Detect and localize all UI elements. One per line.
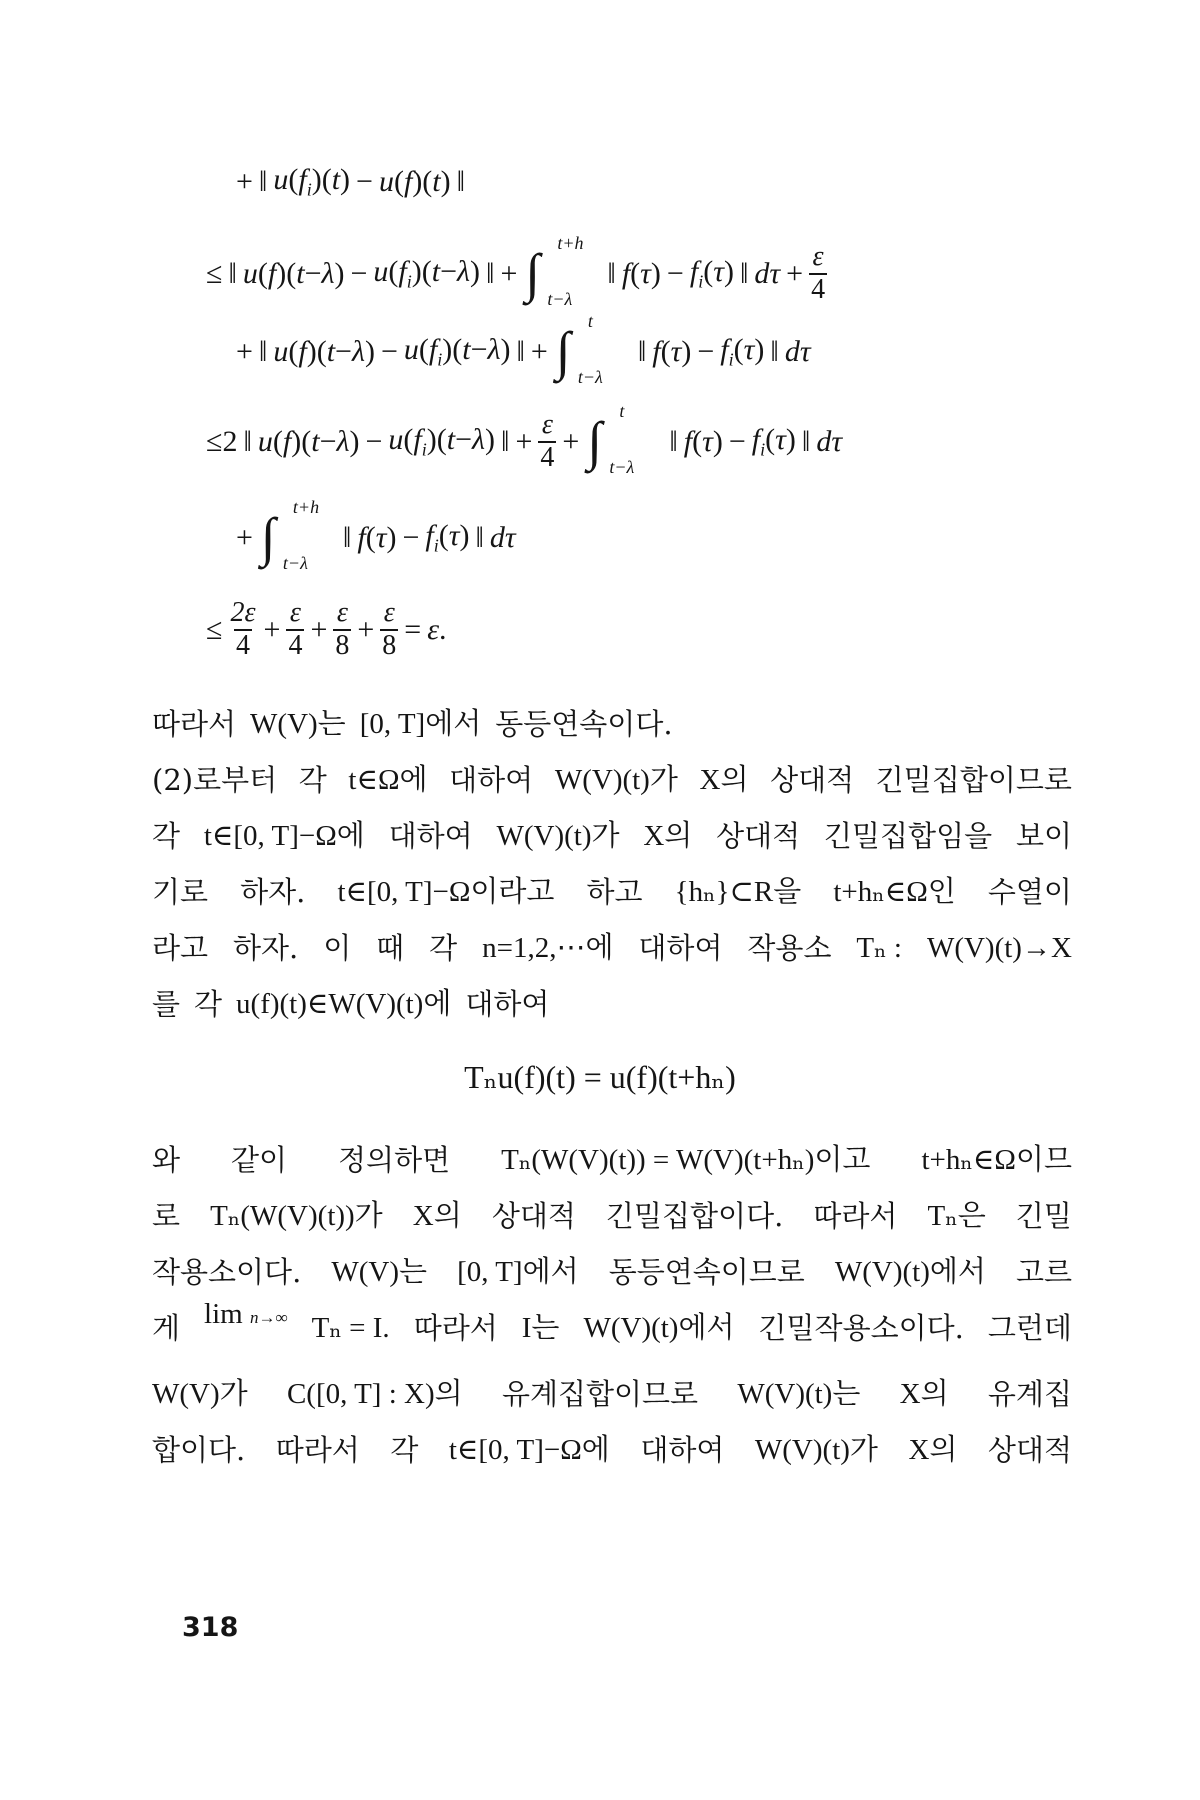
word: 유계집합이므로 xyxy=(501,1377,699,1411)
text-line xyxy=(152,1422,1072,1478)
word: 대하여 xyxy=(640,1433,725,1467)
word: 와 xyxy=(152,1143,181,1177)
word: 기로 xyxy=(152,875,209,909)
text-line xyxy=(152,1132,1072,1188)
math-token: W(V)(t)가 xyxy=(554,764,678,796)
word: 보이 xyxy=(1015,819,1072,853)
word: 하고 xyxy=(586,875,643,909)
text-line xyxy=(152,752,1072,808)
math-token: X의 xyxy=(412,1200,462,1232)
math-token: C([0, T] : X)의 xyxy=(286,1378,463,1410)
word: 대하여 xyxy=(465,987,550,1021)
text-line xyxy=(152,920,1072,976)
word: 작용소이다. xyxy=(152,1255,302,1289)
math-token: Tₙ(W(V)(t))가 xyxy=(210,1200,383,1232)
math-token: u(f)(t)∈W(V)(t)에 xyxy=(236,988,452,1020)
math-line-5: + ∫ t+h t−λ ‖ f(τ) − $f_i(\tau)$ ‖ dτ xyxy=(236,497,516,573)
word: 로 xyxy=(152,1199,181,1233)
centered-equation: Tₙu(f)(t) = u(f)(t+hₙ) xyxy=(464,1059,736,1095)
math-line-1: + ‖ $u(f_i)(t)$ − u(f)(t) ‖ xyxy=(236,163,466,200)
word: 대하여 xyxy=(449,763,534,797)
word: 따라서 xyxy=(152,707,237,741)
word: 이 xyxy=(323,931,352,965)
math-line-4: ≤2 ‖ u(f)(t−λ) − $u(f_i)(t-\lambda)$ ‖ + $\frac{\varepsilon}{4}$ + ∫ t t−λ ‖ f(τ) − $f_i(\tau)$ ‖ dτ xyxy=(206,401,843,477)
word: 대하여 xyxy=(638,931,723,965)
math-token: W(V)는 xyxy=(250,708,346,740)
math-token: W(V)(t)에서 xyxy=(583,1312,735,1344)
word: 를 xyxy=(152,987,181,1021)
math-token: W(V)(t)가 xyxy=(496,820,620,852)
math-token: n=1,2,⋯에 xyxy=(482,932,614,964)
math-token: [0, T]에서 xyxy=(457,1256,579,1288)
word: 긴밀작용소이다. xyxy=(758,1311,964,1345)
math-token: X의 xyxy=(643,820,693,852)
page-number: 318 xyxy=(182,1612,239,1643)
word: 긴밀집합이므로 xyxy=(875,763,1072,797)
paragraph-1 xyxy=(152,696,1072,1032)
math-token: W(V)는 xyxy=(331,1256,428,1288)
word: 따라서 xyxy=(813,1199,898,1233)
word: 유계집 xyxy=(987,1377,1072,1411)
math-line-3: + ‖ u(f)(t−λ) − $u(f_i)(t-\lambda)$ ‖ + ∫ t t−λ ‖ f(τ) − $f_i(\tau)$ ‖ dτ xyxy=(236,311,811,387)
word: 하자. xyxy=(232,931,299,965)
word: 각 xyxy=(390,1433,419,1467)
math-token: X의 xyxy=(908,1434,958,1466)
math-token: Tₙ(W(V)(t)) = W(V)(t+hₙ)이고 xyxy=(501,1144,871,1176)
word: 따라서 xyxy=(413,1311,498,1345)
word: 하자. xyxy=(240,875,306,909)
math-token: t+hₙ∈Ω이므 xyxy=(921,1144,1072,1176)
word: 그런데 xyxy=(987,1311,1072,1345)
math-token: Tₙ : xyxy=(856,932,902,964)
math-token: W(V)(t)→X xyxy=(926,932,1072,964)
word: 고르 xyxy=(1015,1255,1072,1289)
word: 동등연속이므로 xyxy=(608,1255,805,1289)
math-token: [0, T]에서 xyxy=(359,708,482,740)
text-line xyxy=(152,1188,1072,1244)
text-line xyxy=(152,808,1072,864)
word: 합이다. xyxy=(152,1433,246,1467)
word: 상대적 xyxy=(716,819,801,853)
text-line xyxy=(152,976,1072,1032)
word: 때 xyxy=(376,931,405,965)
word: 긴밀집합이다. xyxy=(606,1199,784,1233)
math-token: W(V)(t)가 xyxy=(754,1434,878,1466)
limit-operator xyxy=(204,1300,288,1356)
math-token: t∈Ω에 xyxy=(348,764,428,796)
word: 긴밀 xyxy=(1015,1199,1072,1233)
math-token: X의 xyxy=(899,1378,949,1410)
text-line xyxy=(152,1366,1072,1422)
math-token: W(V)(t)에서 xyxy=(834,1256,986,1288)
text-line xyxy=(152,696,1072,752)
word: 대하여 xyxy=(388,819,473,853)
word: 따라서 xyxy=(275,1433,360,1467)
word: 수열이 xyxy=(987,875,1072,909)
paragraph-2 xyxy=(152,1132,1072,1478)
word: 작용소 xyxy=(747,931,832,965)
word: 상대적 xyxy=(987,1433,1072,1467)
word: 라고 xyxy=(152,931,209,965)
word: 각 xyxy=(152,819,181,853)
math-token: W(V)가 xyxy=(152,1378,248,1410)
word: 각 xyxy=(298,763,327,797)
lim-subscript: n→∞ xyxy=(249,1308,288,1327)
word: 각 xyxy=(429,931,458,965)
math-token: t∈[0, T]−Ω에 xyxy=(448,1434,610,1466)
text-line xyxy=(152,864,1072,920)
word: 동등연속이다. xyxy=(495,707,673,741)
word: 각 xyxy=(194,987,223,1021)
math-token: W(V)(t)는 xyxy=(737,1378,861,1410)
text-line xyxy=(152,1244,1072,1300)
word: 상대적 xyxy=(491,1199,576,1233)
math-token: {hₙ}⊂R을 xyxy=(674,876,802,908)
math-token: t∈[0, T]−Ω이라고 xyxy=(337,876,555,908)
math-token: X의 xyxy=(699,764,749,796)
word: (2)로부터 xyxy=(152,763,278,797)
word: 긴밀집합임을 xyxy=(824,819,993,853)
math-token: Tₙ은 xyxy=(927,1200,986,1232)
math-token: t∈[0, T]−Ω에 xyxy=(203,820,365,852)
word: 정의하면 xyxy=(338,1143,451,1177)
math-token: t+hₙ∈Ω인 xyxy=(833,876,956,908)
math-token: Tₙ = I. xyxy=(311,1312,390,1344)
word: 게 xyxy=(152,1311,181,1345)
math-line-6: ≤ $\frac{2\varepsilon}{4}$ + $\frac{\varepsilon}{4}$ + $\frac{\varepsilon}{8}$ + $\frac{\varepsilon}{8}$ = ε. xyxy=(206,597,447,661)
word: 같이 xyxy=(231,1143,288,1177)
word: 상대적 xyxy=(770,763,855,797)
math-token: I는 xyxy=(521,1312,560,1344)
lim-word: lim xyxy=(204,1298,243,1330)
text-line xyxy=(152,1300,1072,1356)
math-line-2: ≤ ‖ u(f)(t−λ) − $u(f_i)(t-\lambda)$ ‖ + ∫ t+h t−λ ‖ f(τ) − $f_i(\tau)$ ‖ dτ + $\frac{\varepsilon}{4}$ xyxy=(206,233,826,309)
